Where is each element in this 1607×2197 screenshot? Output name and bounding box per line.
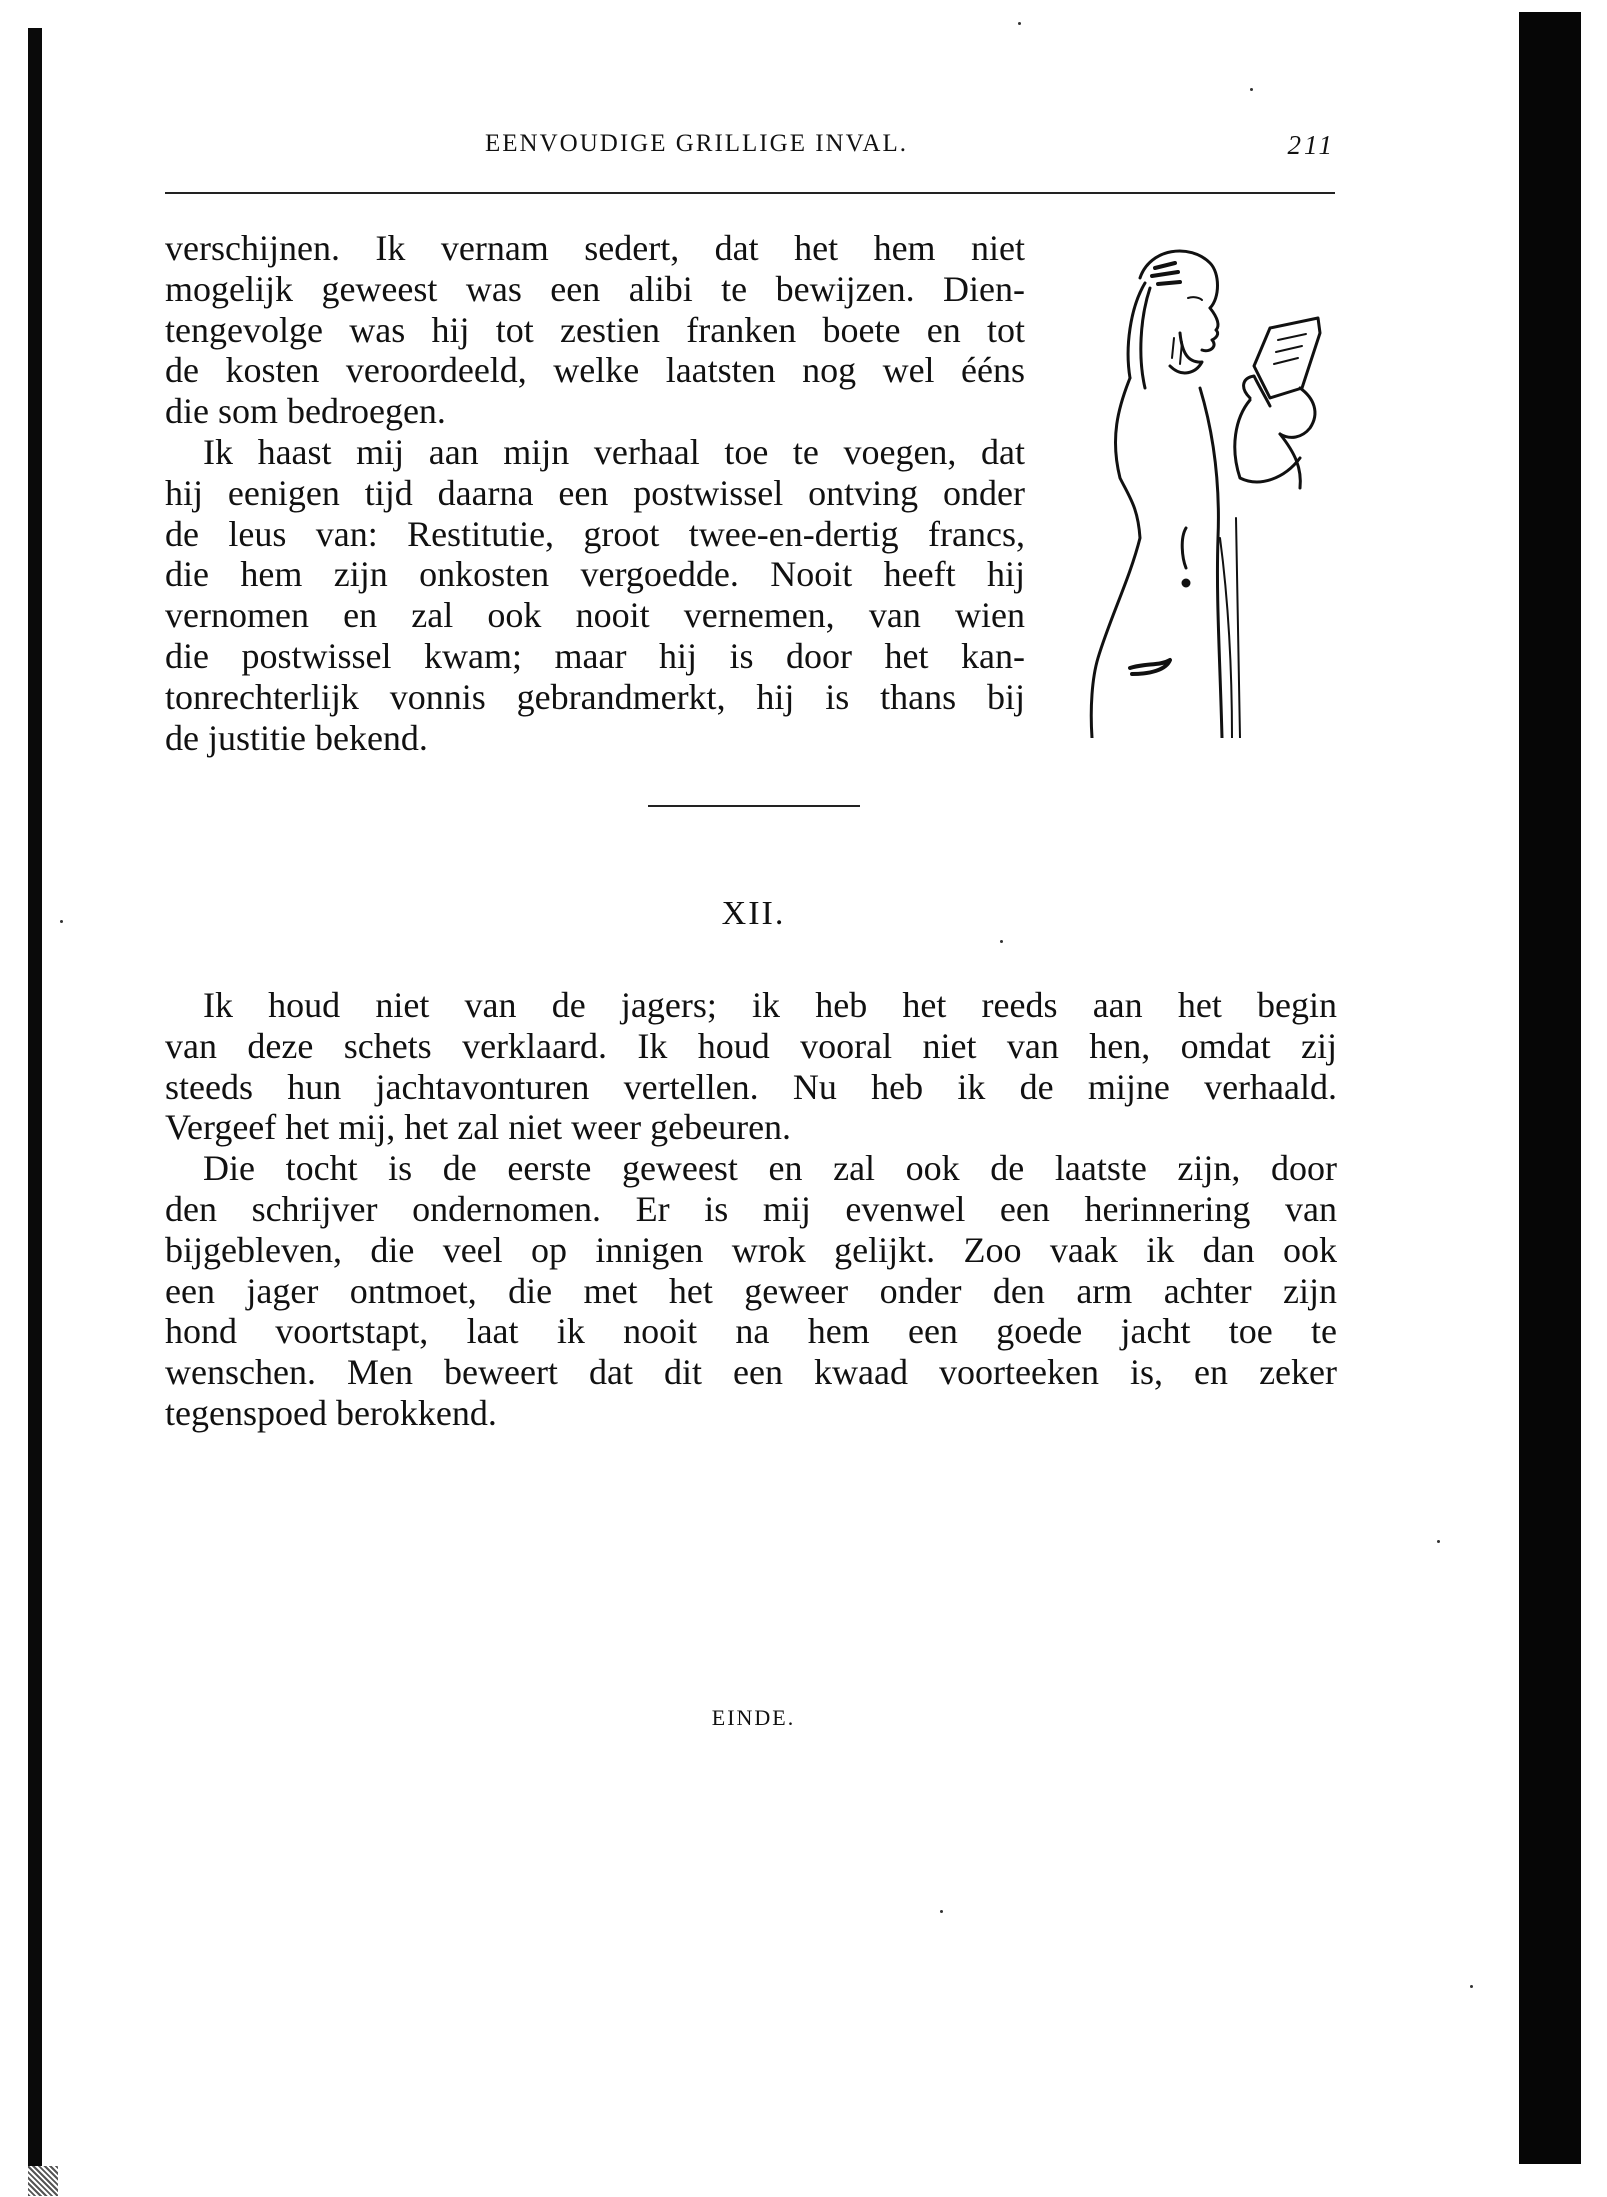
bottom-text-column: [165, 985, 1337, 1434]
man-reading-letter-illustration: [1070, 238, 1350, 738]
section-heading: XII.: [721, 895, 786, 932]
running-title: EENVOUDIGE GRILLIGE INVAL.: [485, 130, 908, 157]
text-line: die postwissel kwam; maar hij is door het kan-: [165, 635, 1025, 676]
scan-edge-left: [28, 28, 42, 2178]
text-line: tegenspoed berokkend.: [165, 1392, 497, 1433]
text-line: die hem zijn onkosten vergoedde. Nooit heeft hij: [165, 554, 1025, 595]
scan-speck: [1437, 1540, 1440, 1543]
section-divider: [648, 805, 860, 807]
text-line: de leus van: Restitutie, groot twee-en-dertig francs,: [165, 513, 1025, 554]
text-line: Ik houd niet van de jagers; ik heb het reeds aan het begin: [203, 985, 1337, 1025]
text-line: steeds hun jachtavonturen vertellen. Nu heb ik de mijne verhaald.: [165, 1066, 1337, 1107]
text-line: hond voortstapt, laat ik nooit na hem een goede jacht toe te: [165, 1311, 1337, 1352]
top-text-column: [165, 228, 1025, 758]
text-line: van deze schets verklaard. Ik houd vooral niet van hen, omdat zij: [165, 1025, 1337, 1066]
text-line: die som bedroegen.: [165, 391, 446, 432]
text-line: een jager ontmoet, die met het geweer onder den arm achter zijn: [165, 1270, 1337, 1311]
running-head: [165, 130, 1335, 170]
text-line: Die tocht is de eerste geweest en zal ook de laatste zijn, door: [203, 1148, 1337, 1189]
paragraph: [165, 985, 1337, 1148]
paragraph: [165, 432, 1025, 758]
end-mark: EINDE.: [711, 1705, 796, 1730]
text-line: den schrijver ondernomen. Er is mij evenwel een herinnering van: [165, 1188, 1337, 1229]
text-line: tengevolge was hij tot zestien franken boete en tot: [165, 309, 1025, 350]
scan-speck: [1000, 940, 1003, 943]
scan-speck: [1470, 1985, 1473, 1988]
text-line: Ik haast mij aan mijn verhaal toe te voegen, dat: [203, 431, 1025, 472]
text-line: de justitie bekend.: [165, 717, 428, 758]
text-line: de kosten veroordeeld, welke laatsten nog wel ééns: [165, 350, 1025, 391]
text-line: wenschen. Men beweert dat dit een kwaad voorteeken is, en zeker: [165, 1352, 1337, 1393]
text-line: bijgebleven, die veel op innigen wrok gelijkt. Zoo vaak ik dan ook: [165, 1229, 1337, 1270]
text-line: verschijnen. Ik vernam sedert, dat het hem niet: [165, 228, 1025, 268]
page-number: 211: [1287, 130, 1335, 160]
text-line: hij eenigen tijd daarna een postwissel ontving onder: [165, 472, 1025, 513]
header-rule: [165, 192, 1335, 194]
text-line: tonrechterlijk vonnis gebrandmerkt, hij is thans bij: [165, 676, 1025, 717]
scan-edge-right: [1519, 12, 1581, 2164]
text-line: Vergeef het mij, het zal niet weer gebeuren.: [165, 1107, 792, 1148]
paragraph: [165, 1148, 1337, 1434]
scan-speck: [1250, 88, 1253, 91]
text-line: vernomen en zal ook nooit vernemen, van wien: [165, 595, 1025, 636]
scan-speck: [940, 1910, 943, 1913]
paragraph: [165, 228, 1025, 432]
text-line: mogelijk geweest was een alibi te bewijzen. Dien-: [165, 268, 1025, 309]
scan-speck: [1018, 22, 1021, 25]
